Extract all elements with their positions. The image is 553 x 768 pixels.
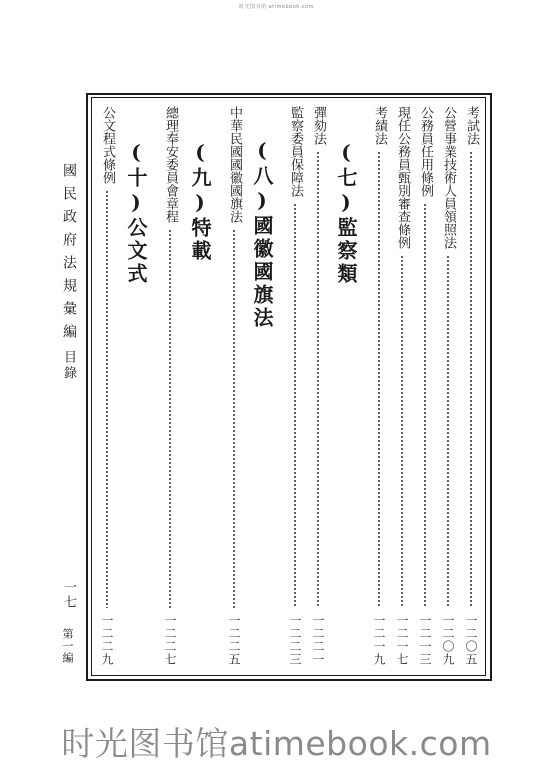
dot-leader bbox=[317, 151, 319, 608]
toc-entry bbox=[224, 106, 244, 666]
page-number: 一七 bbox=[61, 580, 76, 610]
toc-entry-title: 中華民國國徽國旗法 bbox=[227, 106, 242, 223]
toc-entry bbox=[308, 106, 328, 666]
dot-leader bbox=[447, 255, 449, 608]
dot-leader bbox=[106, 190, 108, 608]
dot-leader bbox=[294, 203, 296, 608]
toc-entry-title: 考試法 bbox=[464, 106, 479, 145]
toc-section-heading bbox=[252, 138, 272, 698]
toc-entry-page: 一二二七 bbox=[163, 614, 177, 666]
dot-leader bbox=[378, 151, 380, 608]
toc-entry-page: 一二二三 bbox=[288, 614, 302, 666]
section-heading-text: (八)國徽國旗法 bbox=[250, 138, 274, 330]
dot-leader bbox=[401, 255, 403, 608]
toc-entry-title: 公文程式條例 bbox=[100, 106, 115, 184]
toc-entry-page: 一二〇五 bbox=[464, 614, 478, 666]
watermark: 时光图书馆atimebook.com bbox=[61, 724, 492, 763]
toc-entry bbox=[415, 106, 435, 666]
volume-label: 第一編 bbox=[61, 628, 74, 664]
toc-section-heading bbox=[190, 140, 210, 700]
toc-entry-page: 一二一七 bbox=[395, 614, 409, 666]
toc-entry bbox=[285, 106, 305, 666]
toc-entry-title: 考績法 bbox=[372, 106, 387, 145]
section-heading-text: (十)公文式 bbox=[124, 140, 148, 286]
toc-entry bbox=[369, 106, 389, 666]
dot-leader bbox=[424, 203, 426, 608]
section-heading-text: (九)特載 bbox=[188, 140, 212, 263]
toc-entry-page: 一二二一 bbox=[311, 614, 325, 666]
book-title: 國民政府法規彙編 bbox=[61, 163, 77, 347]
toc-entry bbox=[160, 106, 180, 666]
toc-entry-page: 一二一九 bbox=[372, 614, 386, 666]
toc-entry-title: 總理奉安委員會章程 bbox=[163, 106, 178, 223]
dot-leader bbox=[233, 229, 235, 608]
toc-section-heading bbox=[336, 140, 356, 700]
toc-entry-page: 一二一三 bbox=[418, 614, 432, 666]
toc-entry-title: 監察委員保障法 bbox=[288, 106, 303, 197]
dot-leader bbox=[169, 229, 171, 608]
section-heading-text: (七)監察類 bbox=[334, 140, 358, 286]
top-caption: 时光图书馆 atimebook.com bbox=[239, 4, 314, 10]
toc-entry bbox=[97, 106, 117, 666]
toc-entry-page: 一二二九 bbox=[100, 614, 114, 666]
toc-entry-page: 一二〇九 bbox=[441, 614, 455, 666]
section-label: 目錄 bbox=[61, 350, 76, 382]
toc-entry bbox=[438, 106, 458, 666]
toc-entry-title: 彈劾法 bbox=[311, 106, 326, 145]
toc-entry-title: 公營事業技術人員領照法 bbox=[441, 106, 456, 249]
toc-entry-title: 公務員任用條例 bbox=[418, 106, 433, 197]
toc-entry-title: 現任公務員甄別審查條例 bbox=[395, 106, 410, 249]
toc-entry bbox=[392, 106, 412, 666]
toc-entry-page: 一二二五 bbox=[227, 614, 241, 666]
dot-leader bbox=[470, 151, 472, 608]
toc-section-heading bbox=[126, 140, 146, 700]
toc-entry bbox=[461, 106, 481, 666]
